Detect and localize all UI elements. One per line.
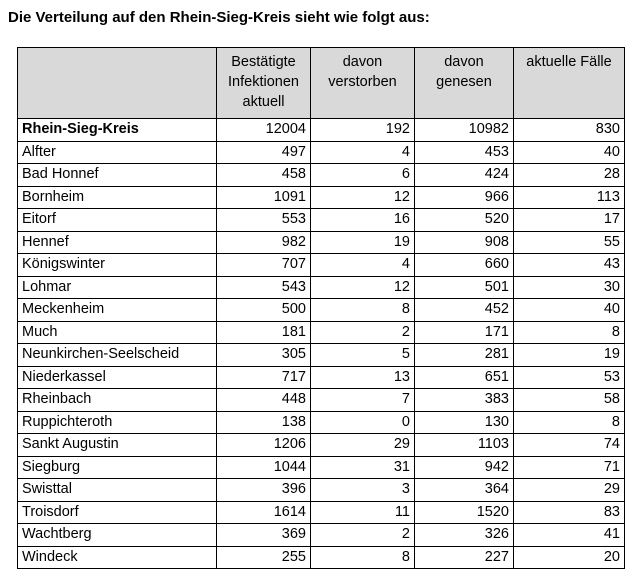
cell-genesen: 453 (415, 141, 514, 164)
table-header-row (18, 48, 625, 119)
cell-municipality: Eitorf (18, 209, 217, 232)
cell-verstorben: 0 (311, 411, 415, 434)
cell-bestaetigt: 1044 (217, 456, 311, 479)
table-row (18, 321, 625, 344)
cell-municipality: Swisttal (18, 479, 217, 502)
cell-verstorben: 16 (311, 209, 415, 232)
cell-municipality: Troisdorf (18, 501, 217, 524)
header-current-cases: aktuelle Fälle (514, 48, 625, 119)
cell-bestaetigt: 500 (217, 299, 311, 322)
cell-genesen: 966 (415, 186, 514, 209)
cell-aktuell: 830 (514, 119, 625, 142)
cell-verstorben: 7 (311, 389, 415, 412)
cell-verstorben: 12 (311, 276, 415, 299)
cell-municipality: Bornheim (18, 186, 217, 209)
cell-genesen: 651 (415, 366, 514, 389)
header-recovered: davon genesen (415, 48, 514, 119)
cell-verstorben: 6 (311, 164, 415, 187)
cell-aktuell: 17 (514, 209, 625, 232)
cell-aktuell: 71 (514, 456, 625, 479)
cell-genesen: 452 (415, 299, 514, 322)
cell-genesen: 660 (415, 254, 514, 277)
cell-genesen: 501 (415, 276, 514, 299)
cell-bestaetigt: 138 (217, 411, 311, 434)
table-row (18, 299, 625, 322)
table-row (18, 366, 625, 389)
cell-bestaetigt: 448 (217, 389, 311, 412)
cell-bestaetigt: 982 (217, 231, 311, 254)
cell-municipality: Rhein-Sieg-Kreis (18, 119, 217, 142)
cell-verstorben: 192 (311, 119, 415, 142)
cell-verstorben: 8 (311, 546, 415, 569)
cell-bestaetigt: 553 (217, 209, 311, 232)
cell-aktuell: 30 (514, 276, 625, 299)
cell-municipality: Windeck (18, 546, 217, 569)
cell-verstorben: 3 (311, 479, 415, 502)
cell-aktuell: 8 (514, 321, 625, 344)
header-confirmed: Bestätigte Infektionen aktuell (217, 48, 311, 119)
table-row (18, 141, 625, 164)
cell-bestaetigt: 1614 (217, 501, 311, 524)
cell-verstorben: 11 (311, 501, 415, 524)
cell-municipality: Much (18, 321, 217, 344)
cell-aktuell: 8 (514, 411, 625, 434)
cell-genesen: 227 (415, 546, 514, 569)
cell-municipality: Sankt Augustin (18, 434, 217, 457)
cell-aktuell: 19 (514, 344, 625, 367)
cell-aktuell: 40 (514, 141, 625, 164)
table-row (18, 456, 625, 479)
cell-genesen: 383 (415, 389, 514, 412)
cell-bestaetigt: 717 (217, 366, 311, 389)
cell-aktuell: 53 (514, 366, 625, 389)
page-title: Die Verteilung auf den Rhein-Sieg-Kreis sieht wie folgt aus: (8, 9, 430, 26)
cell-genesen: 520 (415, 209, 514, 232)
table-row (18, 479, 625, 502)
header-municipality (18, 48, 217, 119)
table-row (18, 411, 625, 434)
cell-genesen: 171 (415, 321, 514, 344)
table-row (18, 186, 625, 209)
cell-genesen: 908 (415, 231, 514, 254)
cell-genesen: 364 (415, 479, 514, 502)
cell-genesen: 942 (415, 456, 514, 479)
cell-genesen: 1103 (415, 434, 514, 457)
cell-aktuell: 55 (514, 231, 625, 254)
cell-municipality: Meckenheim (18, 299, 217, 322)
cell-verstorben: 12 (311, 186, 415, 209)
cell-aktuell: 83 (514, 501, 625, 524)
cell-aktuell: 29 (514, 479, 625, 502)
cell-municipality: Niederkassel (18, 366, 217, 389)
cell-genesen: 10982 (415, 119, 514, 142)
cell-aktuell: 41 (514, 524, 625, 547)
cell-municipality: Alfter (18, 141, 217, 164)
table-row (18, 524, 625, 547)
cell-bestaetigt: 305 (217, 344, 311, 367)
cell-genesen: 424 (415, 164, 514, 187)
table-row (18, 209, 625, 232)
cell-aktuell: 28 (514, 164, 625, 187)
cell-genesen: 281 (415, 344, 514, 367)
cell-bestaetigt: 543 (217, 276, 311, 299)
cell-verstorben: 29 (311, 434, 415, 457)
cell-municipality: Bad Honnef (18, 164, 217, 187)
cell-aktuell: 58 (514, 389, 625, 412)
infection-table (17, 47, 625, 569)
cell-verstorben: 4 (311, 141, 415, 164)
table-row (18, 389, 625, 412)
table-body (18, 119, 625, 569)
cell-municipality: Rheinbach (18, 389, 217, 412)
cell-bestaetigt: 369 (217, 524, 311, 547)
cell-bestaetigt: 1091 (217, 186, 311, 209)
table-row (18, 501, 625, 524)
table-row (18, 434, 625, 457)
header-deceased: davon verstorben (311, 48, 415, 119)
cell-municipality: Hennef (18, 231, 217, 254)
cell-verstorben: 8 (311, 299, 415, 322)
cell-verstorben: 13 (311, 366, 415, 389)
table-row (18, 546, 625, 569)
cell-verstorben: 2 (311, 321, 415, 344)
cell-bestaetigt: 707 (217, 254, 311, 277)
table-row (18, 254, 625, 277)
table-row (18, 119, 625, 142)
cell-aktuell: 20 (514, 546, 625, 569)
cell-verstorben: 2 (311, 524, 415, 547)
cell-municipality: Siegburg (18, 456, 217, 479)
cell-aktuell: 43 (514, 254, 625, 277)
cell-bestaetigt: 458 (217, 164, 311, 187)
cell-verstorben: 4 (311, 254, 415, 277)
cell-bestaetigt: 497 (217, 141, 311, 164)
table-row (18, 164, 625, 187)
cell-municipality: Lohmar (18, 276, 217, 299)
cell-municipality: Ruppichteroth (18, 411, 217, 434)
cell-bestaetigt: 255 (217, 546, 311, 569)
cell-verstorben: 5 (311, 344, 415, 367)
cell-aktuell: 113 (514, 186, 625, 209)
cell-aktuell: 74 (514, 434, 625, 457)
table-row (18, 231, 625, 254)
cell-bestaetigt: 12004 (217, 119, 311, 142)
cell-bestaetigt: 396 (217, 479, 311, 502)
cell-verstorben: 19 (311, 231, 415, 254)
table-row (18, 276, 625, 299)
cell-verstorben: 31 (311, 456, 415, 479)
cell-bestaetigt: 181 (217, 321, 311, 344)
cell-bestaetigt: 1206 (217, 434, 311, 457)
cell-municipality: Wachtberg (18, 524, 217, 547)
cell-genesen: 130 (415, 411, 514, 434)
table-row (18, 344, 625, 367)
cell-municipality: Neunkirchen-Seelscheid (18, 344, 217, 367)
cell-genesen: 326 (415, 524, 514, 547)
cell-municipality: Königswinter (18, 254, 217, 277)
cell-aktuell: 40 (514, 299, 625, 322)
cell-genesen: 1520 (415, 501, 514, 524)
